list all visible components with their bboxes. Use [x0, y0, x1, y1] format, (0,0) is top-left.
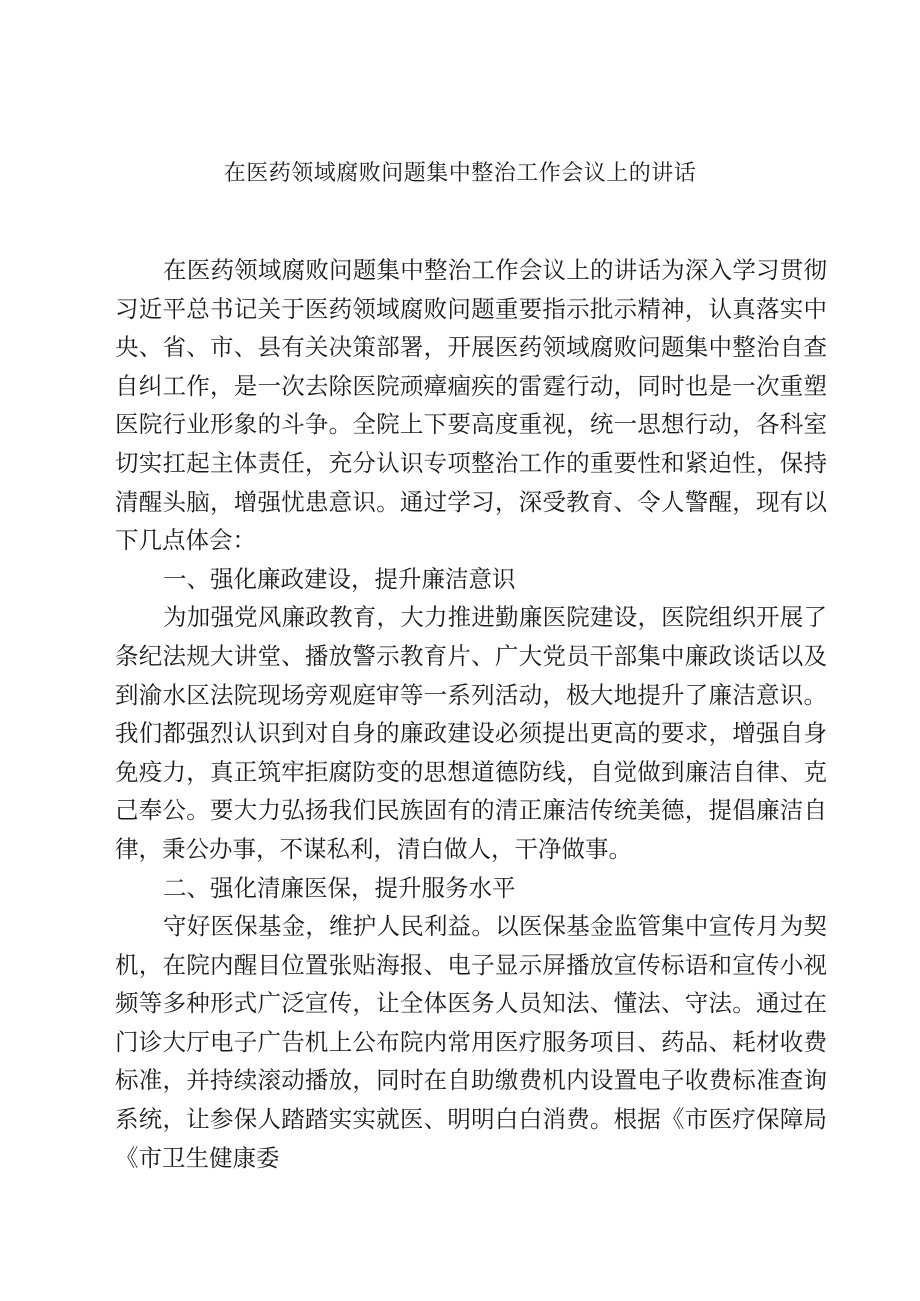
section-heading-1: 一、强化廉政建设，提升廉洁意识 [163, 564, 516, 593]
document-body [115, 251, 827, 1177]
section-1-paragraph: 为加强党风廉政教育，大力推进勤廉医院建设，医院组织开展了条纪法规大讲堂、播放警示教育片、广大党员干部集中廉政谈话以及到渝水区法院现场旁观庭审等一系列活动，极大地提升了廉洁意识。我们都强烈认识到对自身的廉政建设必须提出更高的要求，增强自身免疫力，真正筑牢拒腐防变的思想道德防线，自觉做到廉洁自律、克己奉公。要大力弘扬我们民族固有的清正廉洁传统美德，提倡廉洁自律，秉公办事，不谋私利，清白做人，干净做事。 [115, 603, 827, 863]
section-2-paragraph: 守好医保基金，维护人民利益。以医保基金监管集中宣传月为契机，在院内醒目位置张贴海报、电子显示屏播放宣传标语和宣传小视频等多种形式广泛宣传，让全体医务人员知法、懂法、守法。通过在门诊大厅电子广告机上公布院内常用医疗服务项目、药品、耗材收费标准，并持续滚动播放，同时在自助缴费机内设置电子收费标准查询系统，让参保人踏踏实实就医、明明白白消费。根据《市医疗保障局《市卫生健康委 [115, 912, 827, 1172]
intro-paragraph: 在医药领域腐败问题集中整治工作会议上的讲话为深入学习贯彻习近平总书记关于医药领域腐败问题重要指示批示精神，认真落实中央、省、市、县有关决策部署，开展医药领域腐败问题集中整治自查自纠工作，是一次去除医院顽瘴痼疾的雷霆行动，同时也是一次重塑医院行业形象的斗争。全院上下要高度重视，统一思想行动，各科室切实扛起主体责任，充分认识专项整治工作的重要性和紧迫性，保持清醒头脑，增强忧患意识。通过学习，深受教育、令人警醒，现有以下几点体会： [115, 256, 827, 555]
document-title: 在医药领域腐败问题集中整治工作会议上的讲话 [223, 161, 697, 186]
section-heading-2: 二、强化清廉医保，提升服务水平 [163, 873, 516, 902]
